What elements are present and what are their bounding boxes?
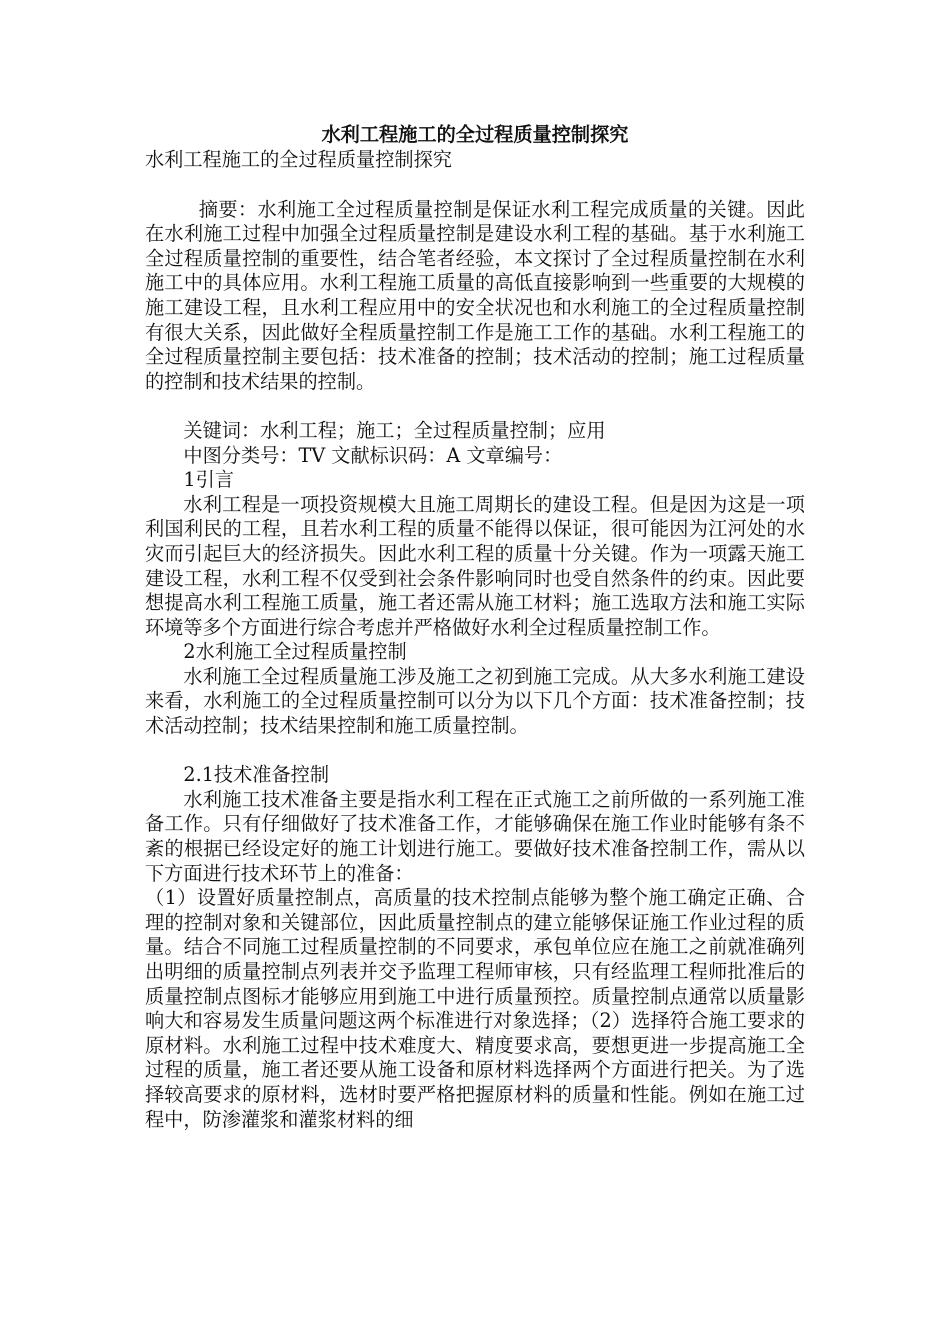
section-2-1-heading: 2.1技术准备控制 [183,763,330,787]
section-1-paragraph: 水利工程是一项投资规模大且施工周期长的建设工程。但是因为这是一项利国利民的工程，且若水利工程的质量不能得以保证，很可能因为江河处的水灾而引起巨大的经济损失。因此水利工程的质量十分关键。作为一项露天施工建设工程，水利工程不仅受到社会条件影响同时也受自然条件的约束。因此要想提高水利工程施工质量，施工者还需从施工材料；施工选取方法和施工实际环境等多个方面进行综合考虑并严格做好水利全过程质量控制工作。 [145,492,805,639]
section-2-heading: 2水利施工全过程质量控制 [183,640,407,664]
keyword-block [145,419,805,468]
keywords-line: 关键词：水利工程；施工；全过程质量控制；应用 [183,418,606,442]
document-page [145,122,805,1132]
document-subtitle: 水利工程施工的全过程质量控制探究 [145,148,452,171]
classification-line: 中图分类号：TV 文献标识码：A 文章编号： [183,443,563,467]
section-2-1-paragraph: 水利施工技术准备主要是指水利工程在正式施工之前所做的一系列施工准备工作。只有仔细做好了技术准备工作，才能够确保在施工作业时能够有条不紊的根据已经设定好的施工计划进行施工。要做好技术准备控制工作，需从以下方面进行技术环节上的准备： [145,787,805,885]
document-title: 水利工程施工的全过程质量控制探究 [321,123,629,146]
abstract-paragraph: 摘要：水利施工全过程质量控制是保证水利工程完成质量的关键。因此在水利施工过程中加强全过程质量控制是建设水利工程的基础。基于水利施工全过程质量控制的重要性，结合笔者经验，本文探讨了全过程质量控制在水利施工中的具体应用。水利工程施工质量的高低直接影响到一些重要的大规模的施工建设工程，且水利工程应用中的安全状况也和水利施工的全过程质量控制有很大关系，因此做好全程质量控制工作是施工工作的基础。水利工程施工的全过程质量控制主要包括：技术准备的控制；技术活动的控制；施工过程质量的控制和技术结果的控制。 [145,197,805,393]
section-1-heading: 1引言 [183,468,234,492]
section-2-1-list-paragraph: （1）设置好质量控制点，高质量的技术控制点能够为整个施工确定正确、合理的控制对象和关键部位，因此质量控制点的建立能够保证施工作业过程的质量。结合不同施工过程质量控制的不同要求，承包单位应在施工之前就准确列出明细的质量控制点列表并交予监理工程师审核，只有经监理工程师批准后的质量控制点图标才能够应用到施工中进行质量预控。质量控制点通常以质量影响大和容易发生质量问题这两个标准进行对象选择；（2）选择符合施工要求的原材料。水利施工过程中技术难度大、精度要求高，要想更进一步提高施工全过程的质量，施工者还要从施工设备和原材料选择两个方面进行把关。为了选择较高要求的原材料，选材时要严格把握原材料的质量和性能。例如在施工过程中，防渗灌浆和灌浆材料的细 [145,886,805,1131]
section-2-paragraph: 水利施工全过程质量施工涉及施工之初到施工完成。从大多水利施工建设来看，水利施工的全过程质量控制可以分为以下几个方面：技术准备控制；技术活动控制；技术结果控制和施工质量控制。 [145,664,805,738]
